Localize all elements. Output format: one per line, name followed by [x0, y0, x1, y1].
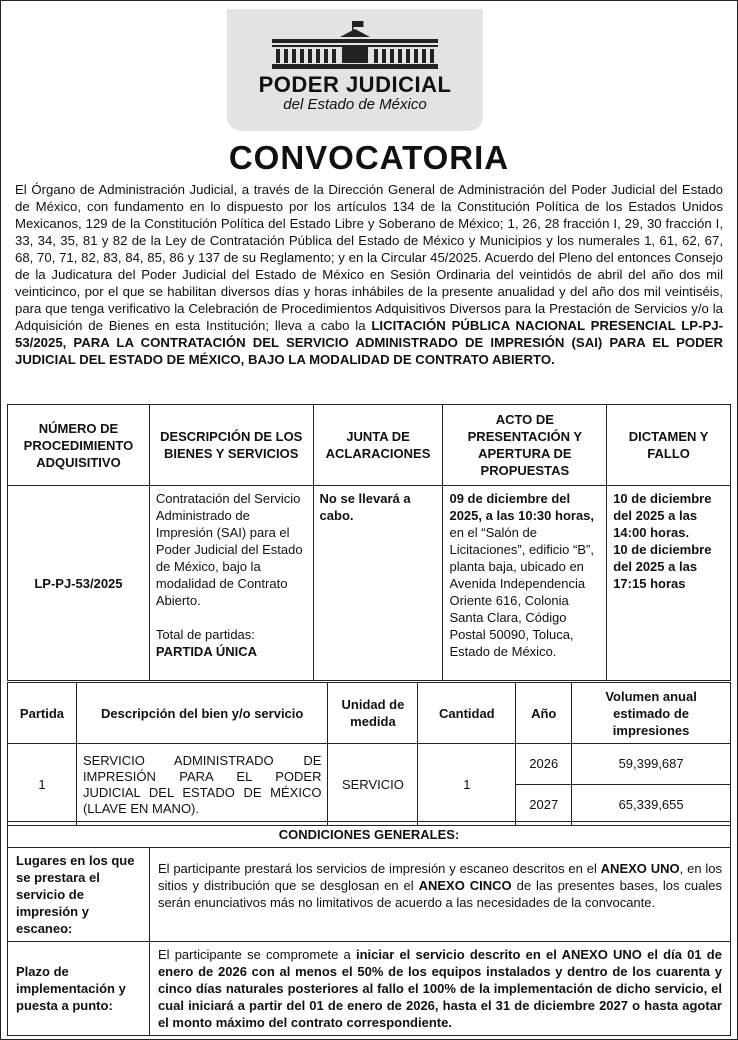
- item-description: SERVICIO ADMINISTRADO DE IMPRESIÓN PARA EL PODER JUDICIAL DEL ESTADO DE MÉXICO (LLAVE EN MANO).: [76, 744, 328, 826]
- plazo-text-part: El participante se compromete a: [157, 947, 356, 962]
- procedure-description: Contratación del Servicio Administrado de Impresión (SAI) para el Poder Judicial del Estado de México, bajo la modalidad de Contrato Abierto.: [155, 491, 303, 608]
- year-value: 2027: [516, 785, 572, 826]
- conditions-title: CONDICIONES GENERALES:: [8, 822, 731, 848]
- dictamen-cell: [607, 486, 731, 681]
- institution-logo: [227, 9, 483, 131]
- partida-value: 1: [8, 744, 77, 826]
- dictamen-date: 10 de diciembre del 2025 a las 14:00 horas.: [613, 491, 712, 540]
- plazo-bold-text: iniciar el servicio descrito en el ANEXO UNO el día 01 de enero de 2026 con al menos el 50% de los equipos instalados y dentro de los cuarenta y cinco días naturales posteriores al fallo el 100% de la implementación de dicho servicio, el cual iniciará a partir del 01 de enero de 2026, hasta el 31 de diciembre 2027 o hasta agotar el monto máximo del contrato correspondiente.: [157, 947, 722, 1030]
- conditions-title-row: [8, 822, 731, 848]
- items-table: [7, 682, 731, 826]
- table-row: [8, 744, 731, 785]
- intro-bold-text: LICITACIÓN PÚBLICA NACIONAL PRESENCIAL LP-PJ-53/2025, PARA LA CONTRATACIÓN DEL SERVICIO ADMINISTRADO DE IMPRESIÓN (SAI) PARA EL PODER JUDICIAL DEL ESTADO DE MÉXICO, BAJO LA MODALIDAD DE CONTRATO ABIERTO.: [15, 318, 723, 367]
- year-header: Año: [516, 683, 572, 744]
- volume-header: Volumen anual estimado de impresiones: [572, 683, 731, 744]
- lugares-row: [8, 848, 731, 942]
- junta-value: No se llevará a cabo.: [313, 486, 443, 681]
- lugares-text-part: , en los sitios y distribución que se desglosan en el: [157, 861, 723, 893]
- plazo-label: Plazo de implementación y puesta a punto:: [8, 942, 150, 1036]
- institution-name: PODER JUDICIAL: [258, 72, 452, 97]
- palace-icon: [270, 19, 440, 71]
- institution-subtitle: del Estado de México: [283, 96, 427, 113]
- acto-date: 09 de diciembre del 2025, a las 10:30 horas,: [449, 491, 595, 523]
- procedure-description-cell: [149, 486, 313, 681]
- plazo-row: [8, 942, 731, 1036]
- year-value: 2026: [516, 744, 572, 785]
- unit-header: Unidad de medida: [328, 683, 418, 744]
- anexo-cinco-ref: ANEXO CINCO: [418, 878, 512, 893]
- lugares-text-part: de las presentes bases, los cuales serán enunciativos más no limitativos de acuerdo a las necesidades de la convocante.: [157, 878, 722, 910]
- quantity-value: 1: [418, 744, 516, 826]
- procedure-table: [7, 404, 731, 681]
- intro-text: El Órgano de Administración Judicial, a través de la Dirección General de Administración del Poder Judicial del Estado de México, con fundamento en lo dispuesto por los artículos 134 de la Constitución Política de los Estados Unidos Mexicanos, 129 de la Constitución Política del Estado Libre y Soberano de México; 1, 26, 28 fracción I, 29, 30 fracción I, 33, 34, 35, 81 y 82 de la Ley de Contratación Pública del Estado de México y Municipios y los numerales 1, 61, 62, 67, 68, 70, 71, 82, 83, 84, 85, 86 y 137 de su Reglamento; y en la Circular 45/2025. Acuerdo del Pleno del entonces Consejo de la Judicatura del Poder Judicial del Estado de México en Sesión Ordinaria del veintidós de abril del año dos mil veinticinco, por el que se habilitan diversos días y horas inhábiles de la presente anualidad y del año dos mil veintiséis, para que tenga verificativo la Celebración de Procedimientos Adquisitivos Diversos para la Prestación de Servicios y/o la Adquisición de Bienes en esta Institución; lleva a cabo la: [15, 182, 723, 333]
- acto-place: en el “Salón de Licitaciones”, edificio “B”, planta baja, ubicado en Avenida Independencia Oriente 616, Colonia Santa Clara, Código Postal 50090, Toluca, Estado de México.: [449, 525, 594, 659]
- total-label: Total de partidas:: [155, 627, 255, 642]
- lugares-label: Lugares en los que se prestara el servicio de impresión y escaneo:: [8, 848, 150, 942]
- lugares-text-part: El participante prestará los servicios de impresión y escaneo descritos en el: [157, 861, 601, 876]
- items-header-row: [8, 683, 731, 744]
- lugares-text: [149, 848, 730, 942]
- item-description-header: Descripción del bien y/o servicio: [76, 683, 328, 744]
- procedure-number: LP-PJ-53/2025: [8, 486, 150, 681]
- procedure-number-header: NÚMERO DE PROCEDIMIENTO ADQUISITIVO: [8, 405, 150, 486]
- quantity-header: Cantidad: [418, 683, 516, 744]
- volume-value: 65,339,655: [572, 785, 731, 826]
- volume-value: 59,399,687: [572, 744, 731, 785]
- total-value: PARTIDA ÚNICA: [155, 644, 257, 659]
- page-title: CONVOCATORIA: [228, 139, 510, 176]
- conditions-table: [7, 821, 731, 1036]
- fallo-date: 10 de diciembre del 2025 a las 17:15 horas: [613, 542, 712, 591]
- acto-cell: [443, 486, 607, 681]
- plazo-text: [149, 942, 730, 1036]
- anexo-uno-ref: ANEXO UNO: [600, 861, 680, 876]
- unit-value: SERVICIO: [328, 744, 418, 826]
- acto-header: ACTO DE PRESENTACIÓN Y APERTURA DE PROPUESTAS: [443, 405, 607, 486]
- procedure-header-row: [8, 405, 731, 486]
- procedure-row: [8, 486, 731, 681]
- description-header: DESCRIPCIÓN DE LOS BIENES Y SERVICIOS: [149, 405, 313, 486]
- dictamen-header: DICTAMEN Y FALLO: [607, 405, 731, 486]
- partida-header: Partida: [8, 683, 77, 744]
- intro-paragraph: [15, 181, 723, 368]
- junta-header: JUNTA DE ACLARACIONES: [313, 405, 443, 486]
